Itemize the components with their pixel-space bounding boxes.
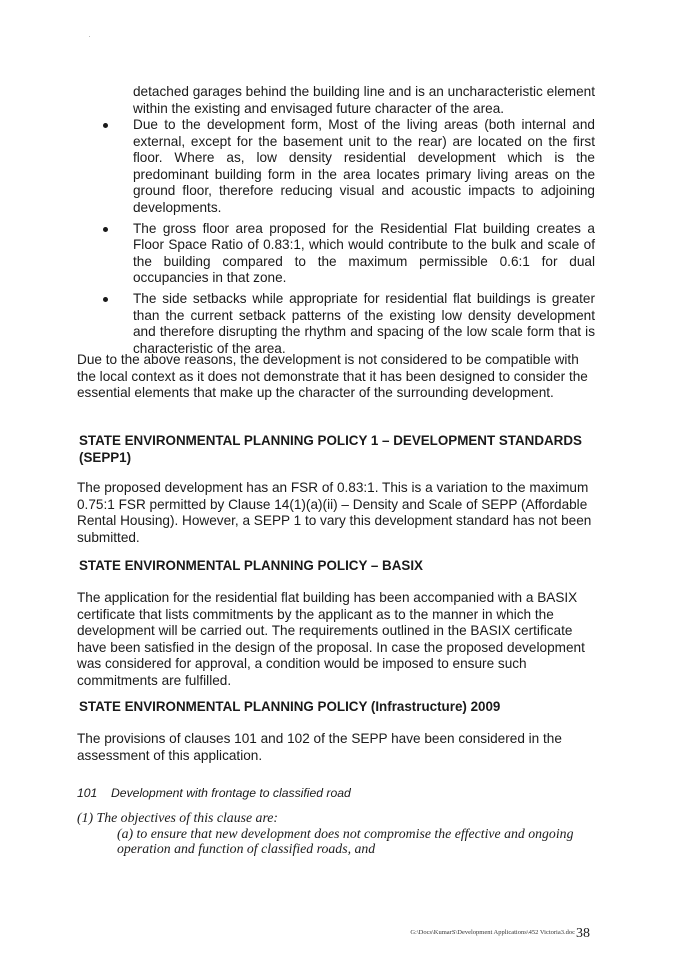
bullet-text: The side setbacks while appropriate for residential flat buildings is greater than the current setback patterns of the existing low density development and therefore disrupting the rhythm and spacing of the low scale form that is characteristic of the area.: [133, 290, 595, 356]
bullet-icon: [103, 123, 108, 128]
clause-101-title: [77, 786, 351, 800]
file-path: G:\Docs\KumarS\Development Applications\452 Victoria3.doc: [410, 929, 575, 936]
clause-101-text: [77, 810, 597, 857]
bullet-text: The gross floor area proposed for the Residential Flat building creates a Floor Space Ratio of 0.83:1, which would contribute to the bulk and scale of the building compared to the maximum permissible 0.6:1 for dual occupancies in that zone.: [133, 220, 595, 286]
clause-number: 101: [77, 786, 98, 800]
basix-paragraph: The application for the residential flat building has been accompanied with a BASIX certificate that lists commitments by the applicant as to the manner in which the development will be carried out. The requirements outlined in the BASIX certificate have been satisfied in the design of the proposal. In case the proposed development was considered for approval, a condition would be imposed to ensure such commitments are fulfilled.: [77, 590, 585, 688]
basix-heading: STATE ENVIRONMENTAL PLANNING POLICY – BASIX: [79, 558, 423, 573]
clause-title: Development with frontage to classified road: [111, 786, 351, 800]
bullet-icon: [103, 297, 108, 302]
infrastructure-paragraph: The provisions of clauses 101 and 102 of the SEPP have been considered in the assessment of this application.: [77, 731, 562, 763]
bullet-item: [95, 221, 595, 287]
subclause-1: (1) The objectives of this clause are:: [77, 810, 279, 825]
bullet-item: [95, 117, 595, 217]
continued-bullet-text: detached garages behind the building line and is an uncharacteristic element within the existing and envisaged future character of the area.: [133, 84, 595, 116]
bullet-text: Due to the development form, Most of the living areas (both internal and external, except for the basement unit to the rear) are located on the first floor. Where as, low density residential development which is the predominant building form in the area locates primary living areas on the ground floor, therefore reducing visual and acoustic impacts to adjoining developments.: [133, 117, 595, 215]
sepp1-heading: STATE ENVIRONMENTAL PLANNING POLICY 1 – DEVELOPMENT STANDARDS (SEPP1): [79, 433, 582, 465]
infrastructure-heading: STATE ENVIRONMENTAL PLANNING POLICY (Infrastructure) 2009: [79, 699, 501, 714]
subclause-item-a: (a) to ensure that new development does not compromise the effective and ongoing operation and function of classified roads, and: [117, 825, 574, 856]
bullet-icon: [103, 227, 108, 232]
document-footer: [410, 926, 590, 942]
bullet-list: [95, 117, 595, 361]
conclusion-paragraph: Due to the above reasons, the development is not considered to be compatible with the local context as it does not demonstrate that it has been designed to consider the essential elements that make up the character of the surrounding development.: [77, 352, 588, 401]
page-number: 38: [576, 926, 590, 941]
sepp1-paragraph: The proposed development has an FSR of 0.83:1. This is a variation to the maximum 0.75:1 FSR permitted by Clause 14(1)(a)(ii) – Density and Scale of SEPP (Affordable Rental Housing). However, a SEPP 1 to vary this development standard has not been submitted.: [77, 480, 592, 545]
bullet-item: [95, 291, 595, 357]
scan-mark: [89, 36, 90, 37]
